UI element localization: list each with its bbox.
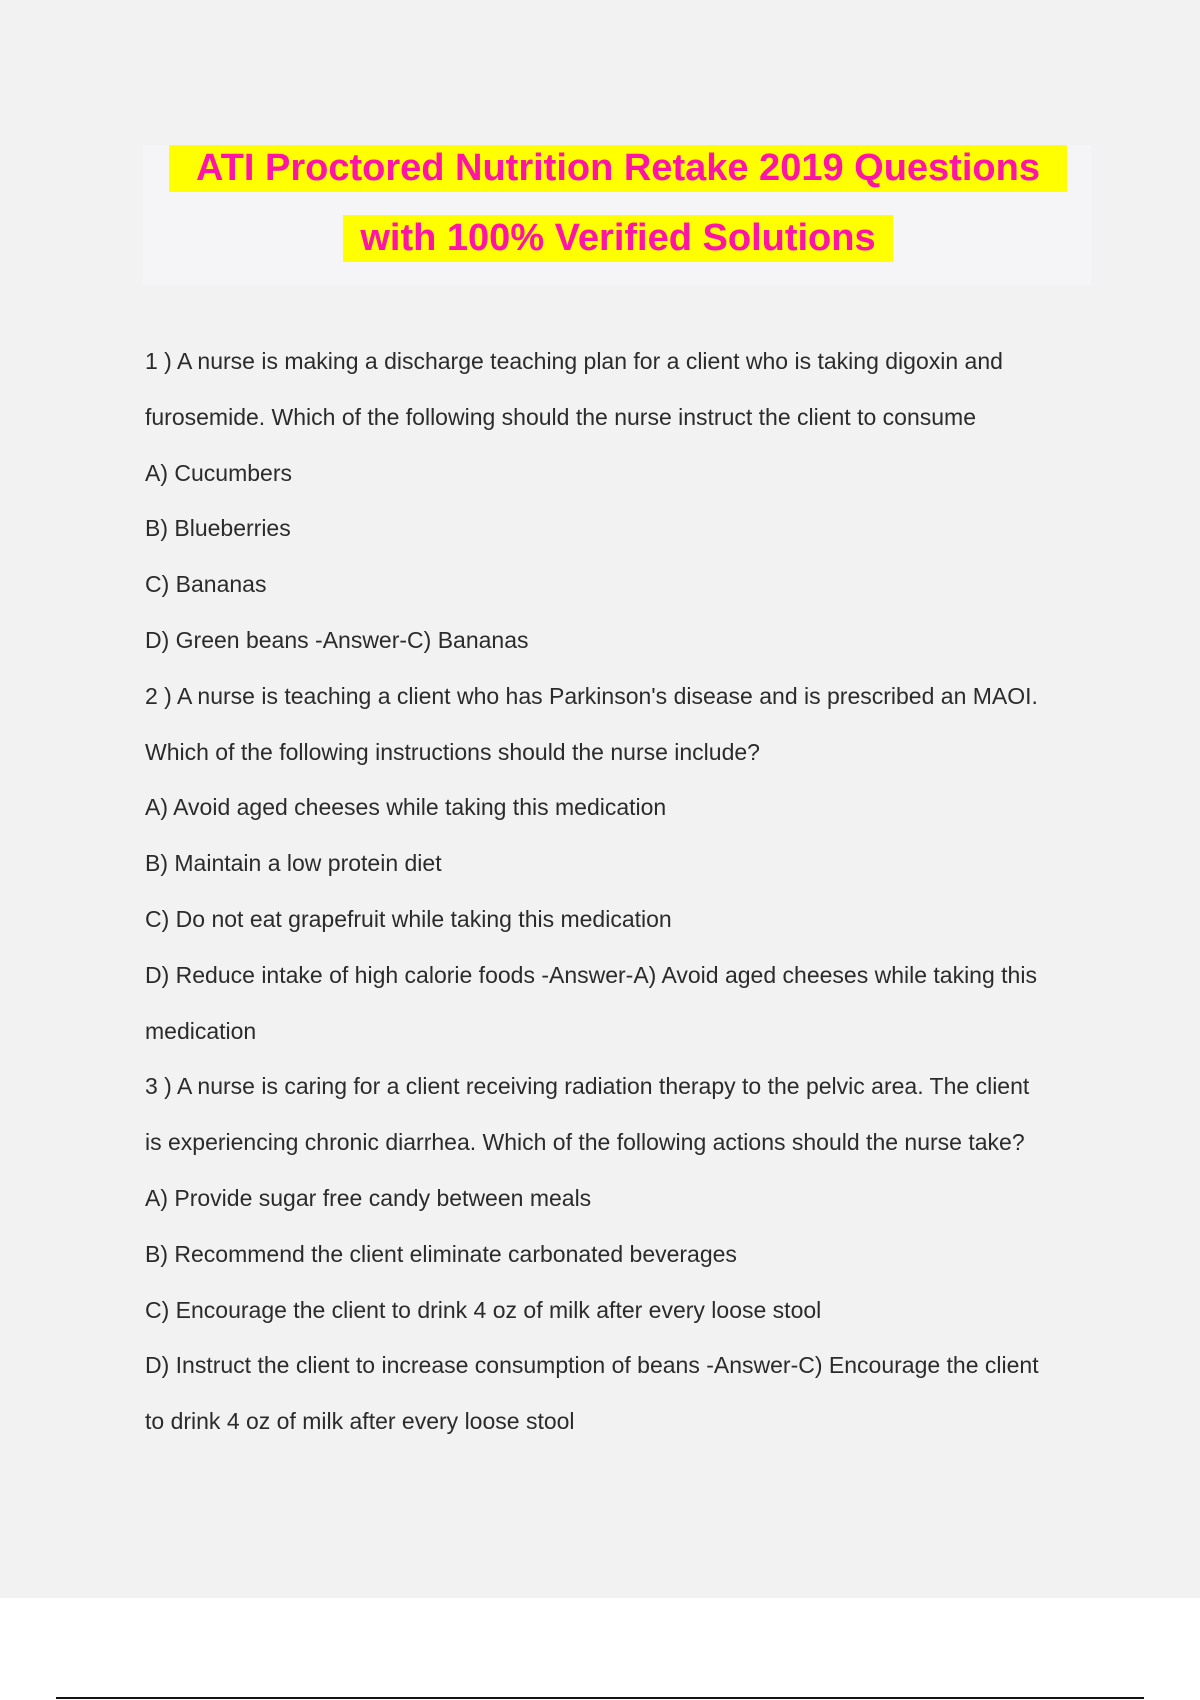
question-2-stem-line-1: 2 ) A nurse is teaching a client who has Parkinson's disease and is prescribed an MAOI. <box>145 682 1038 709</box>
question-3-option-b: B) Recommend the client eliminate carbonated beverages <box>145 1240 737 1267</box>
document-title-line-2: with 100% Verified Solutions <box>343 215 893 262</box>
question-3-option-d-answer-line-1: D) Instruct the client to increase consumption of beans -Answer-C) Encourage the client <box>145 1352 1039 1379</box>
question-2-option-c: C) Do not eat grapefruit while taking this medication <box>145 905 672 932</box>
question-3-option-d-answer-line-2: to drink 4 oz of milk after every loose stool <box>145 1408 575 1435</box>
question-list <box>145 334 1095 1450</box>
question-3-stem-line-1: 3 ) A nurse is caring for a client receiving radiation therapy to the pelvic area. The client <box>145 1073 1030 1100</box>
question-2-stem-line-2: Which of the following instructions should the nurse include? <box>145 738 760 765</box>
question-1-option-c: C) Bananas <box>145 571 267 598</box>
document-title-line-1: ATI Proctored Nutrition Retake 2019 Questions <box>169 145 1067 192</box>
question-1-stem-line-2: furosemide. Which of the following should the nurse instruct the client to consume <box>145 403 976 430</box>
title-block <box>143 145 1091 285</box>
question-2-option-b: B) Maintain a low protein diet <box>145 850 442 877</box>
question-3-stem-line-2: is experiencing chronic diarrhea. Which of the following actions should the nurse take? <box>145 1129 1025 1156</box>
question-2-option-d-answer-line-2: medication <box>145 1017 257 1044</box>
footer-divider <box>56 1697 1144 1699</box>
question-2-option-a: A) Avoid aged cheeses while taking this medication <box>145 794 667 821</box>
question-1-stem-line-1: 1 ) A nurse is making a discharge teaching plan for a client who is taking digoxin and <box>145 348 1003 374</box>
question-3-option-a: A) Provide sugar free candy between meals <box>145 1184 592 1211</box>
question-1-option-d-answer: D) Green beans -Answer-C) Bananas <box>145 626 529 653</box>
question-2-option-d-answer-line-1: D) Reduce intake of high calorie foods -Answer-A) Avoid aged cheeses while taking this <box>145 961 1037 988</box>
question-1-option-b: B) Blueberries <box>145 515 291 542</box>
question-3-option-c: C) Encourage the client to drink 4 oz of milk after every loose stool <box>145 1296 822 1323</box>
question-1-option-a: A) Cucumbers <box>145 459 292 486</box>
